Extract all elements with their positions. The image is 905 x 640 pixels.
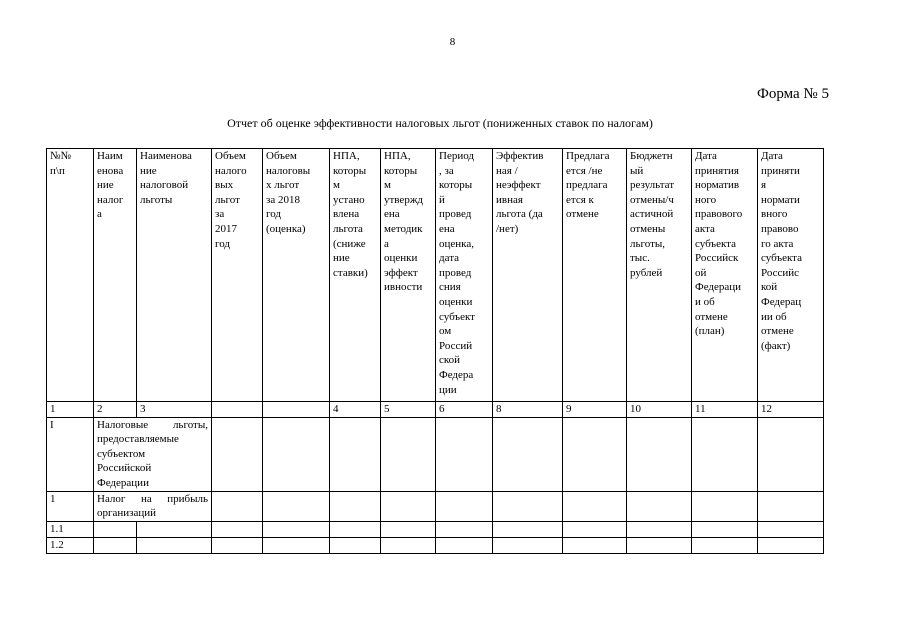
column-header-3: [137, 149, 212, 402]
table-cell: [263, 537, 330, 553]
table-cell: [692, 537, 758, 553]
cell-text-line: Налоговые льготы,: [97, 418, 208, 431]
table-cell: [212, 537, 263, 553]
table-cell: [758, 521, 824, 537]
table-cell: [330, 417, 381, 491]
column-header-12: [692, 149, 758, 402]
cell-text: Наименова ние налоговой льготы: [140, 150, 192, 206]
table-cell: [758, 537, 824, 553]
table-cell: [381, 521, 436, 537]
cell-text: Дата приняти я нормати вного правово го акта субъекта Российс кой Федерац ии об отмене (факт): [761, 150, 803, 352]
table-cell: [94, 521, 137, 537]
cell-text: 3: [140, 403, 146, 415]
table-row: [47, 537, 824, 553]
row-name-cell: [94, 491, 212, 521]
table-cell: [381, 417, 436, 491]
table-cell: [436, 537, 493, 553]
table-cell: [692, 521, 758, 537]
table-cell: [330, 537, 381, 553]
column-number-1: [47, 402, 94, 418]
table-cell: [137, 521, 212, 537]
column-number-11: [627, 402, 692, 418]
document-title: Отчет об оценке эффективности налоговых льгот (пониженных ставок по налогам): [227, 116, 653, 130]
column-number-6: [330, 402, 381, 418]
cell-text-line: Налог на прибыль: [97, 492, 208, 505]
table-cell: [330, 521, 381, 537]
cell-text-line: Российской: [97, 462, 152, 475]
table-cell: [212, 521, 263, 537]
column-number-9: [493, 402, 563, 418]
table-cell: [436, 417, 493, 491]
table-cell: [137, 537, 212, 553]
table-row: [47, 491, 824, 521]
column-number-7: [381, 402, 436, 418]
table-cell: [692, 417, 758, 491]
column-number-2: [94, 402, 137, 418]
table-cell: [263, 521, 330, 537]
table-cell: [563, 521, 627, 537]
cell-text: Объем налоговы х льгот за 2018 год (оценка): [266, 150, 311, 235]
table-cell: [381, 537, 436, 553]
cell-text: 4: [333, 403, 339, 415]
column-number-13: [758, 402, 824, 418]
cell-text: 2: [97, 403, 103, 415]
row-number-cell: [47, 521, 94, 537]
cell-text: 1.1: [50, 522, 64, 535]
report-table-body: [47, 149, 824, 554]
table-cell: [436, 521, 493, 537]
form-label: Форма № 5: [757, 86, 829, 102]
column-header-1: [47, 149, 94, 402]
column-number-10: [563, 402, 627, 418]
column-header-11: [627, 149, 692, 402]
cell-text: Бюджетн ый результат отмены/ч астичной отмены льготы, тыс. рублей: [630, 150, 675, 279]
column-header-4: [212, 149, 263, 402]
cell-text-line: предоставляемые: [97, 433, 179, 446]
column-header-5: [263, 149, 330, 402]
table-cell: [563, 537, 627, 553]
cell-text: 12: [761, 403, 772, 415]
table-cell: [627, 491, 692, 521]
table-cell: [627, 521, 692, 537]
cell-text: Предлага ется /не предлага ется к отмене: [566, 150, 610, 221]
cell-text: 1: [50, 403, 56, 415]
cell-text: Наим енова ние налог а: [97, 150, 124, 221]
table-cell: [493, 417, 563, 491]
cell-text: I: [50, 418, 54, 431]
column-header-10: [563, 149, 627, 402]
cell-text: 8: [496, 403, 502, 415]
cell-text: Эффектив ная / неэффект ивная льгота (да /нет): [496, 150, 544, 235]
table-cell: [563, 417, 627, 491]
table-cell: [263, 491, 330, 521]
cell-text: 9: [566, 403, 572, 415]
cell-text: Период , за которы й провед ена оценка, дата провед сния оценки субъект ом Россий ской Федера ции: [439, 150, 475, 396]
table-cell: [212, 491, 263, 521]
table-cell: [627, 537, 692, 553]
table-cell: [436, 491, 493, 521]
table-cell: [94, 537, 137, 553]
column-header-13: [758, 149, 824, 402]
cell-text: 1.2: [50, 538, 64, 551]
table-cell: [493, 521, 563, 537]
table-cell: [758, 417, 824, 491]
row-number-cell: [47, 491, 94, 521]
table-cell: [212, 417, 263, 491]
column-number-8: [436, 402, 493, 418]
table-cell: [493, 537, 563, 553]
cell-text: 1: [50, 492, 56, 505]
row-name-cell: [94, 417, 212, 491]
cell-text: 10: [630, 403, 641, 415]
column-number-12: [692, 402, 758, 418]
cell-text: 6: [439, 403, 445, 415]
cell-text-line: Федерации: [97, 476, 149, 489]
table-cell: [381, 491, 436, 521]
column-number-3: [137, 402, 212, 418]
table-cell: [263, 417, 330, 491]
cell-text: 11: [695, 403, 706, 415]
table-cell: [330, 491, 381, 521]
table-cell: [627, 417, 692, 491]
cell-text-line: субъектом: [97, 447, 146, 460]
cell-text: 5: [384, 403, 390, 415]
cell-text: Дата принятия норматив ного правового акта субъекта Российск ой Федераци и об отмене (план): [695, 150, 743, 338]
table-cell: [563, 491, 627, 521]
cell-text: НПА, которы м устано влена льгота (сниже ние ставки): [333, 150, 368, 279]
column-header-8: [436, 149, 493, 402]
report-table: [46, 148, 824, 554]
column-header-9: [493, 149, 563, 402]
column-number-5: [263, 402, 330, 418]
column-header-7: [381, 149, 436, 402]
page-number: 8: [449, 36, 456, 48]
row-number-cell: [47, 417, 94, 491]
cell-text: №№ п\п: [50, 150, 71, 177]
row-number-cell: [47, 537, 94, 553]
cell-text-line: организаций: [97, 507, 157, 520]
cell-text: Объем налого вых льгот за 2017 год: [215, 150, 247, 250]
table-cell: [758, 491, 824, 521]
column-header-6: [330, 149, 381, 402]
column-numbering-row: [47, 402, 824, 418]
column-number-4: [212, 402, 263, 418]
table-header-row: [47, 149, 824, 402]
cell-text: НПА, которы м утвержд ена методик а оценки эффект ивности: [384, 150, 424, 294]
table-cell: [493, 491, 563, 521]
column-header-2: [94, 149, 137, 402]
table-row: [47, 417, 824, 491]
table-cell: [692, 491, 758, 521]
table-row: [47, 521, 824, 537]
